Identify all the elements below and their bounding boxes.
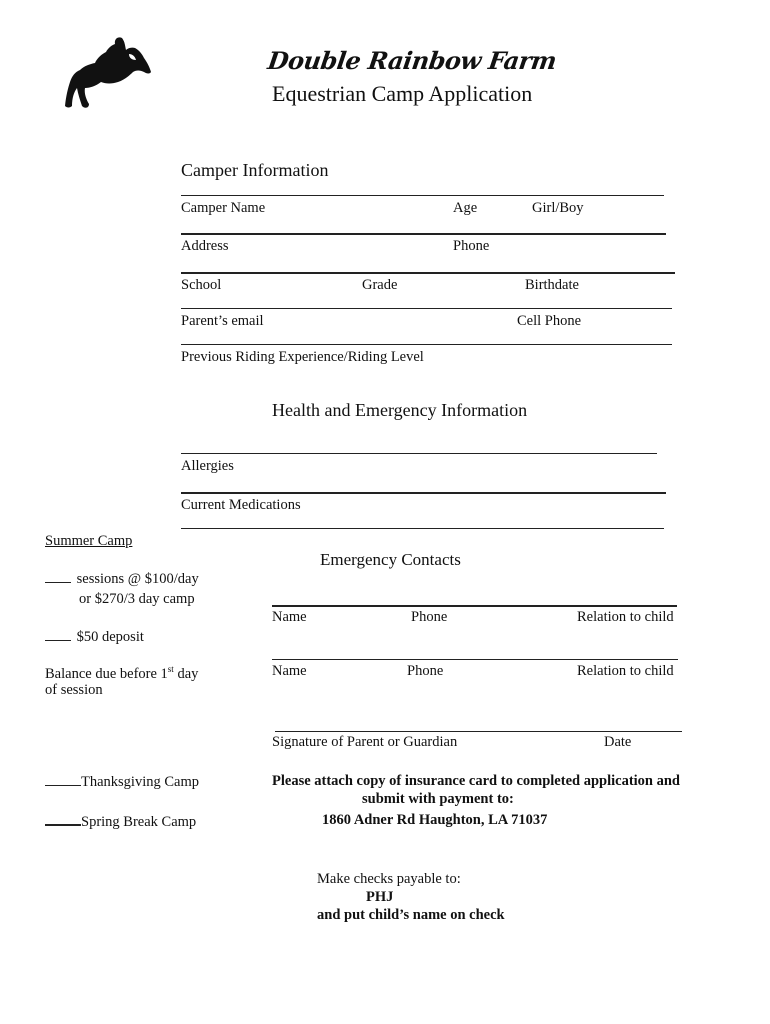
balance-text-a: Balance due before 1 [45,665,168,682]
payee-name: PHJ [366,889,394,905]
contact1-relation-label: Relation to child [577,609,674,625]
deposit-text: $50 deposit [76,629,144,645]
thanksgiving-blank[interactable] [45,773,81,786]
allergies-line[interactable] [181,453,657,454]
medications-line[interactable] [181,492,666,494]
sessions-text: sessions @ $100/day [76,571,199,587]
spring-break-blank[interactable] [45,812,81,826]
health-heading: Health and Emergency Information [272,400,528,420]
contact1-line[interactable] [272,605,677,607]
deposit-option[interactable] [45,628,144,646]
school-line[interactable] [181,272,675,274]
balance-note [45,664,198,683]
cell-phone-label: Cell Phone [517,313,582,329]
deposit-blank[interactable] [45,628,71,641]
allergies-label: Allergies [181,458,234,474]
farm-name: Double Rainbow Farm [265,46,559,75]
girl-boy-label: Girl/Boy [532,200,584,216]
address-line[interactable] [181,233,666,235]
medications-label: Current Medications [181,497,301,513]
sessions-option[interactable] [45,570,199,588]
address-label: Address [181,238,229,254]
contact1-phone-label: Phone [411,609,448,625]
signature-line[interactable] [275,731,682,732]
insurance-instruction-line2: submit with payment to: [362,791,514,807]
horse-and-rider-jumping-icon [62,36,154,114]
riding-experience-line[interactable] [181,344,672,345]
parent-email-label: Parent’s email [181,313,264,329]
checks-payable-label: Make checks payable to: [317,871,461,887]
grade-label: Grade [362,277,398,293]
contact2-relation-label: Relation to child [577,663,674,679]
thanksgiving-text: Thanksgiving Camp [81,774,200,790]
riding-experience-label: Previous Riding Experience/Riding Level [181,349,424,365]
thanksgiving-option[interactable] [45,773,199,791]
insurance-instruction-line1: Please attach copy of insurance card to completed application and [272,773,680,789]
age-label: Age [453,200,478,216]
sessions-blank[interactable] [45,570,71,583]
emergency-heading: Emergency Contacts [320,550,461,569]
parent-email-line[interactable] [181,308,672,309]
mailing-address: 1860 Adner Rd Haughton, LA 71037 [322,812,548,828]
camper-info-heading: Camper Information [181,160,329,180]
birthdate-label: Birthdate [525,277,579,293]
health-bottom-line[interactable] [181,528,664,529]
spring-break-text: Spring Break Camp [81,814,197,830]
phone-label: Phone [453,238,490,254]
check-name-note: and put child’s name on check [317,907,505,923]
form-title: Equestrian Camp Application [272,81,533,106]
contact2-line[interactable] [272,659,678,660]
contact2-name-label: Name [272,663,307,679]
date-label: Date [604,734,632,750]
contact1-name-label: Name [272,609,307,625]
contact2-phone-label: Phone [407,663,444,679]
camper-name-label: Camper Name [181,200,266,216]
summer-camp-label: Summer Camp [45,533,133,549]
spring-break-option[interactable] [45,812,196,831]
signature-label: Signature of Parent or Guardian [272,734,458,750]
balance-text-b: day [173,665,199,682]
school-label: School [181,277,222,293]
balance-superscript: st [167,664,174,674]
camper-name-line[interactable] [181,195,664,196]
balance-note-line2: of session [45,682,103,698]
sessions-price-text: or $270/3 day camp [79,591,195,607]
